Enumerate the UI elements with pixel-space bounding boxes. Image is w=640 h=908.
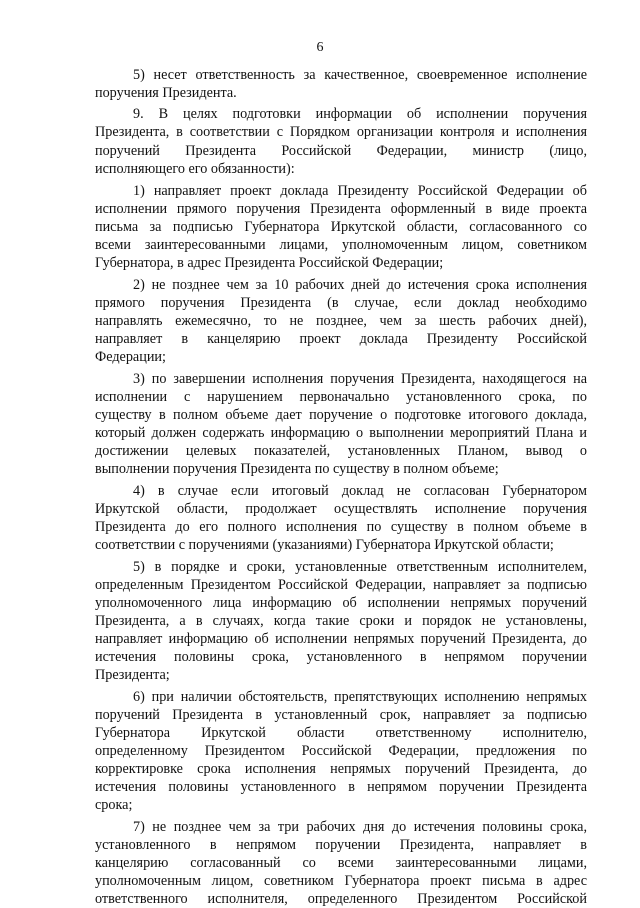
paragraph-line: поручений Президента в установленный срок, направляет за подписью [95,707,587,723]
paragraph-line: 3) по завершении исполнения поручения Президента, находящегося на [133,371,587,387]
paragraph-line: канцелярию согласованный со всеми заинтересованными лицами, [95,855,587,871]
paragraph-line: 5) несет ответственность за качественное, своевременное исполнение [133,67,587,83]
paragraph-line: который должен содержать информацию о выполнении мероприятий Плана и [95,425,587,441]
paragraph-line: выполнении поручения Президента по существу в полном объеме; [95,461,499,477]
paragraph-line: Президента, а в случаях, когда такие сроки и порядок не установлены, [95,613,587,629]
paragraph-line: истечения половины установленного в непрямом поручении Президента [95,779,587,795]
paragraph-line: достижении целевых показателей, установленных Планом, вывод о [95,443,587,459]
paragraph-line: истечения половины срока, установленного в непрямом поручении [95,649,587,665]
paragraph-line: существу в полном объеме дает поручение о подготовке итогового доклада, [95,407,587,423]
paragraph-line: установленного в непрямом поручении Президента, направляет в [95,837,587,853]
paragraph-line: прямого поручения Президента (в случае, если доклад необходимо [95,295,587,311]
paragraph-line: уполномоченного лица информацию об исполнении непрямых поручений [95,595,587,611]
paragraph-line: поручения Президента. [95,85,237,101]
paragraph-line: Президента до его полного исполнения по существу в полном объеме в [95,519,587,535]
paragraph-line: Президента, в соответствии с Порядком организации контроля и исполнения [95,124,587,140]
paragraph-line: соответствии с поручениями (указаниями) Губернатора Иркутской области; [95,537,554,553]
paragraph-line: уполномоченным лицом, советником Губернатора проект письма в адрес [95,873,587,889]
paragraph-line: 1) направляет проект доклада Президенту Российской Федерации об [133,183,587,199]
page-number: 6 [316,40,324,55]
paragraph-line: 5) в порядке и сроки, установленные ответственным исполнителем, [133,559,587,575]
paragraph-line: 6) при наличии обстоятельств, препятствующих исполнению непрямых [133,689,587,705]
paragraph-line: Губернатора, в адрес Президента Российской Федерации; [95,255,444,271]
paragraph-line: Федерации; [95,349,166,365]
paragraph-line: направлять ежемесячно, то не позднее, чем за шесть рабочих дней), [95,313,587,329]
paragraph-line: определенному Президентом Российской Федерации, предложения по [95,743,587,759]
paragraph-line: 7) не позднее чем за три рабочих дня до истечения половины срока, [133,819,587,835]
paragraph-line: Президента; [95,667,170,683]
paragraph-line: исполняющего его обязанности): [95,161,295,177]
paragraph-line: Иркутской области, продолжает осуществлять исполнение поручения [95,501,587,517]
paragraph-line: Губернатора Иркутской области ответственному исполнителю, [95,725,587,741]
paragraph-line: срока; [95,797,133,813]
paragraph-line: 9. В целях подготовки информации об исполнении поручения [133,106,587,122]
paragraph-line: направляет в канцелярию проект доклада Президенту Российской [95,331,587,347]
paragraph-line: корректировке срока исполнения непрямых поручений Президента, до [95,761,587,777]
paragraph-line: определенным Президентом Российской Федерации, направляет за подписью [95,577,587,593]
paragraph-line: письма за подписью Губернатора Иркутской области, согласованного со [95,219,587,235]
paragraph-line: направляет информацию об исполнении непрямых поручений Президента, до [95,631,587,647]
paragraph-line: исполнении прямого поручения Президента оформленный в виде проекта [95,201,587,217]
paragraph-line: исполнении с нарушением первоначально установленного срока, по [95,389,587,405]
paragraph-line: 4) в случае если итоговый доклад не согласован Губернатором [133,483,587,499]
paragraph-line: 2) не позднее чем за 10 рабочих дней до истечения срока исполнения [133,277,587,293]
paragraph-line: поручений Президента Российской Федерации, министр (лицо, [95,143,587,159]
paragraph-line: всеми заинтересованными лицами, уполномоченным лицом, советником [95,237,587,253]
paragraph-line: ответственного исполнителя, определенного Президентом Российской [95,891,587,907]
